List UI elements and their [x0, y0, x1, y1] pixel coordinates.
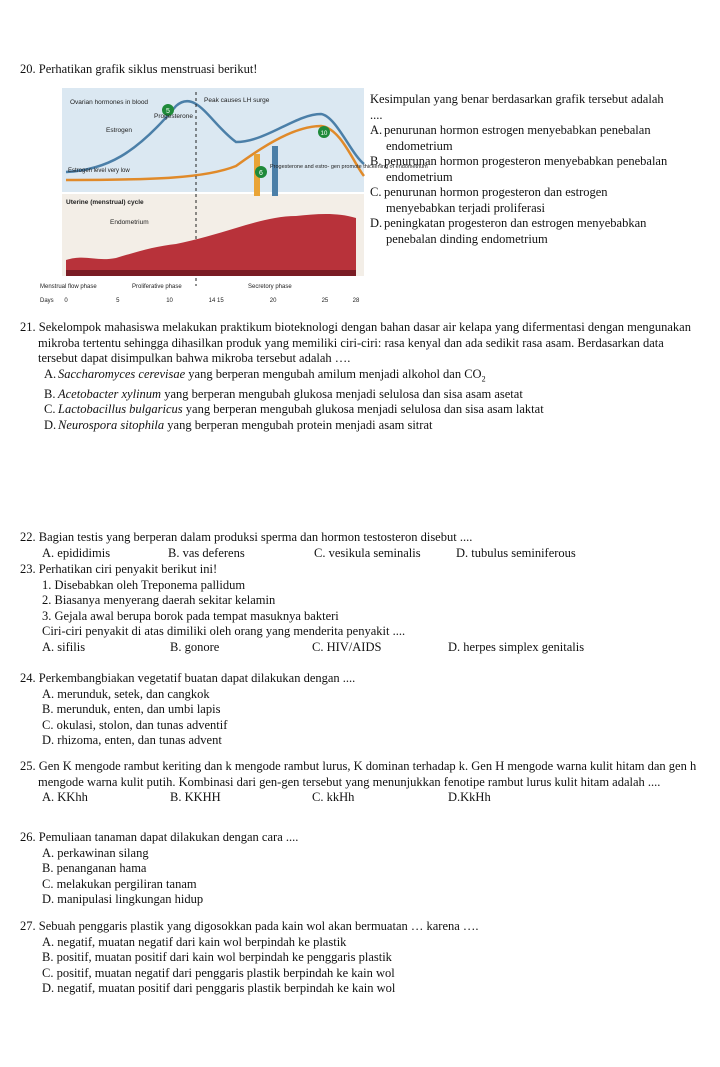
- option-letter: A.: [44, 366, 57, 381]
- day-tick: 28: [352, 298, 360, 304]
- label: Progesterone and estro- gen promote thickening of endometrium: [270, 164, 428, 170]
- day-axis: [64, 298, 360, 304]
- menstrual-cycle-figure: [36, 84, 428, 306]
- organism-name: Lactobacillus bulgaricus: [58, 402, 183, 416]
- question-26: 26. Pemuliaan tanaman dapat dilakukan dengan cara .... A. perkawinan silang B. penanganan hama C. melakukan pergiliran tanam D. manipulasi lingkungan hidup: [20, 830, 702, 908]
- question-number: 21.: [20, 320, 36, 334]
- answer-option[interactable]: C. okulasi, stolon, dan tunas adventif: [42, 717, 228, 732]
- answer-option[interactable]: C. melakukan pergiliran tanam: [42, 876, 197, 891]
- day-tick: 5: [116, 298, 120, 304]
- label: Progesterone: [154, 113, 194, 120]
- answer-option[interactable]: D. herpes simplex genitalis: [448, 639, 585, 654]
- question-20: [20, 62, 702, 78]
- list-item: 2. Biasanya menyerang daerah sekitar kelamin: [42, 593, 276, 607]
- question-number: 23.: [20, 562, 36, 576]
- answer-option[interactable]: C. vesikula seminalis: [314, 545, 421, 560]
- label: Menstrual flow phase: [40, 284, 97, 290]
- question-22: 22. Bagian testis yang berperan dalam produksi sperma dan hormon testosteron disebut .... A. epididimis B. vas deferens C. vesikula seminalis D. tubulus seminiferous: [20, 530, 702, 561]
- answer-option[interactable]: [370, 123, 670, 154]
- list-item: 1. Disebabkan oleh Treponema pallidum: [42, 577, 246, 592]
- answer-option[interactable]: B. KKHH: [170, 790, 221, 804]
- answer-option[interactable]: B. vas deferens: [168, 545, 245, 560]
- question-intro: Kesimpulan yang benar berdasarkan grafik tersebut adalah ....: [370, 92, 664, 122]
- option-text: peningkatan progesteron dan estrogen menyebabkan penebalan dinding endometrium: [384, 216, 647, 246]
- question-20-options: [370, 92, 670, 247]
- answer-option[interactable]: D.KkHh: [448, 790, 491, 804]
- option-text: yang berperan mengubah glukosa menjadi selulosa dan sisa asam laktat: [182, 402, 544, 416]
- answer-option[interactable]: A. sifilis: [42, 639, 86, 654]
- label: Estrogen: [106, 127, 133, 134]
- answer-option[interactable]: [370, 216, 670, 247]
- endometrium-base: [66, 270, 356, 276]
- question-number: 25.: [20, 759, 36, 773]
- question-24: 24. Perkembangbiakan vegetatif buatan dapat dilakukan dengan .... A. merunduk, setek, dan cangkok B. merunduk, enten, dan umbi lapis C. okulasi, stolon, dan tunas adventif D. rhizoma, enten, dan tunas advent: [20, 671, 702, 749]
- answer-option[interactable]: B. merunduk, enten, dan umbi lapis: [42, 702, 221, 716]
- day-tick: 20: [269, 298, 277, 304]
- option-letter: B.: [370, 154, 382, 168]
- answer-option[interactable]: [20, 387, 702, 403]
- arrow: [272, 146, 278, 196]
- question-21: 21. Sekelompok mahasiswa melakukan praktikum bioteknologi dengan bahan dasar air kelapa yang difermentasi dengan mengunakan mikroba tertentu sehingga dihasilkan produk yang memiliki ciri-ciri: rasa kenyal dan ada sedikit rasa asam. Berdasarkan data tersebut dapat disimpulkan bahwa mikroba tersebut adalah …. A. Saccharomyces cerevisae yang berperan mengubah amilum menjadi alkohol dan $CO_2$ B. Acetobacter xylinum yang berperan mengubah glukosa menjadi selulosa dan sisa asam asetat C. Lactobacillus bulgaricus yang berperan mengubah glukosa menjadi selulosa dan sisa asam laktat D. Neurospora sitophila yang berperan mengubah protein menjadi asam sitrat: [20, 320, 702, 433]
- svg-text:6: 6: [259, 170, 263, 177]
- label: Secretory phase: [248, 284, 292, 290]
- day-tick: 14 15: [208, 298, 224, 304]
- label: Endometrium: [110, 219, 149, 226]
- answer-option[interactable]: C. kkHh: [312, 790, 355, 804]
- option-text: yang berperan mengubah glukosa menjadi selulosa dan sisa asam asetat: [161, 386, 523, 401]
- answer-option[interactable]: D. manipulasi lingkungan hidup: [42, 892, 204, 906]
- label: Uterine (menstrual) cycle: [66, 199, 144, 206]
- question-number: 26.: [20, 830, 36, 844]
- answer-option[interactable]: [20, 402, 702, 418]
- question-stem: 20. Perhatikan grafik siklus menstruasi berikut!: [20, 62, 258, 76]
- label: Estrogen level very low: [68, 168, 130, 174]
- answer-option[interactable]: [20, 418, 702, 434]
- option-letter: C.: [44, 402, 56, 416]
- answer-option[interactable]: A. merunduk, setek, dan cangkok: [42, 686, 210, 701]
- answer-option[interactable]: D. rhizoma, enten, dan tunas advent: [42, 733, 222, 747]
- question-number: 20.: [20, 62, 36, 76]
- question-number: 24.: [20, 671, 36, 685]
- question-number: 22.: [20, 530, 36, 544]
- organism-name: Saccharomyces cerevisae: [58, 366, 186, 381]
- answer-option[interactable]: [20, 367, 702, 387]
- answer-option[interactable]: A. KKhh: [42, 790, 88, 804]
- svg-text:10: 10: [320, 131, 328, 137]
- option-letter: A.: [370, 123, 383, 137]
- day-tick: 10: [166, 298, 173, 304]
- answer-option[interactable]: C. positif, muatan negatif dari penggaris plastik berpindah ke kain wol: [42, 965, 395, 980]
- question-25: 25. Gen K mengode rambut keriting dan k mengode rambut lurus, K dominan terhadap k. Gen H mengode warna kulit hitam dan gen h mengode warna kulit putih. Kombinasi dari gen-gen tersebut yang menunjukkan fenotipe rambut lurus kulit hitam adalah .... A. KKhh B. KKHH C. kkHh D.KkHh: [20, 759, 697, 804]
- svg-text:5: 5: [166, 108, 170, 115]
- label: Days: [40, 298, 54, 304]
- answer-option[interactable]: A. negatif, muatan negatif dari kain wol berpindah ke plastik: [42, 934, 347, 949]
- label: Proliferative phase: [132, 284, 182, 290]
- question-prompt: Ciri-ciri penyakit di atas dimiliki oleh orang yang menderita penyakit ....: [42, 624, 406, 638]
- answer-option[interactable]: C. HIV/AIDS: [312, 639, 382, 654]
- list-item: 3. Gejala awal berupa borok pada tempat masuknya bakteri: [42, 608, 339, 623]
- option-letter: C.: [370, 185, 382, 199]
- option-text: yang berperan mengubah amilum menjadi alkohol dan CO: [185, 366, 482, 381]
- day-tick: 0: [64, 298, 68, 304]
- option-text: penurunan hormon progesteron menyebabkan penebalan endometrium: [384, 154, 668, 184]
- option-text: yang berperan mengubah protein menjadi asam sitrat: [164, 417, 433, 432]
- option-text: penurunan hormon progesteron dan estrogen menyebabkan terjadi proliferasi: [384, 185, 608, 215]
- answer-option[interactable]: A. perkawinan silang: [42, 845, 149, 860]
- organism-name: Neurospora sitophila: [58, 417, 165, 432]
- question-27: 27. Sebuah penggaris plastik yang digosokkan pada kain wol akan bermuatan … karena …. A. negatif, muatan negatif dari kain wol berpindah ke plastik B. positif, muatan positif dari kain wol berpindah ke penggaris plastik C. positif, muatan negatif dari penggaris plastik berpindah ke kain wol D. negatif, muatan positif dari penggaris plastik berpindah ke kain wol: [20, 919, 702, 997]
- question-number: 27.: [20, 919, 36, 933]
- answer-option[interactable]: [370, 185, 670, 216]
- organism-name: Acetobacter xylinum: [58, 386, 162, 401]
- label: Peak causes LH surge: [204, 97, 270, 104]
- subscript: 2: [481, 374, 486, 383]
- answer-option[interactable]: B. penanganan hama: [42, 861, 147, 875]
- answer-option[interactable]: D. negatif, muatan positif dari penggaris plastik berpindah ke kain wol: [42, 981, 396, 995]
- answer-option[interactable]: D. tubulus seminiferous: [456, 545, 576, 560]
- question-23: 23. Perhatikan ciri penyakit berikut ini! 1. Disebabkan oleh Treponema pallidum 2. Biasanya menyerang daerah sekitar kelamin 3. Gejala awal berupa borok pada tempat masuknya bakteri Ciri-ciri penyakit di atas dimiliki oleh orang yang menderita penyakit .... A. sifilis B. gonore C. HIV/AIDS D. herpes simplex genitalis: [20, 562, 702, 655]
- option-letter: D.: [44, 417, 57, 432]
- answer-option[interactable]: B. gonore: [170, 639, 220, 654]
- answer-option[interactable]: A. epididimis: [42, 545, 111, 560]
- answer-option[interactable]: [370, 154, 670, 185]
- option-text: penurunan hormon estrogen menyebabkan penebalan endometrium: [384, 123, 651, 153]
- day-tick: 25: [321, 298, 329, 304]
- option-letter: B.: [44, 386, 56, 401]
- label: Ovarian hormones in blood: [70, 99, 149, 106]
- option-letter: D.: [370, 216, 383, 230]
- answer-option[interactable]: B. positif, muatan positif dari kain wol berpindah ke penggaris plastik: [42, 950, 392, 964]
